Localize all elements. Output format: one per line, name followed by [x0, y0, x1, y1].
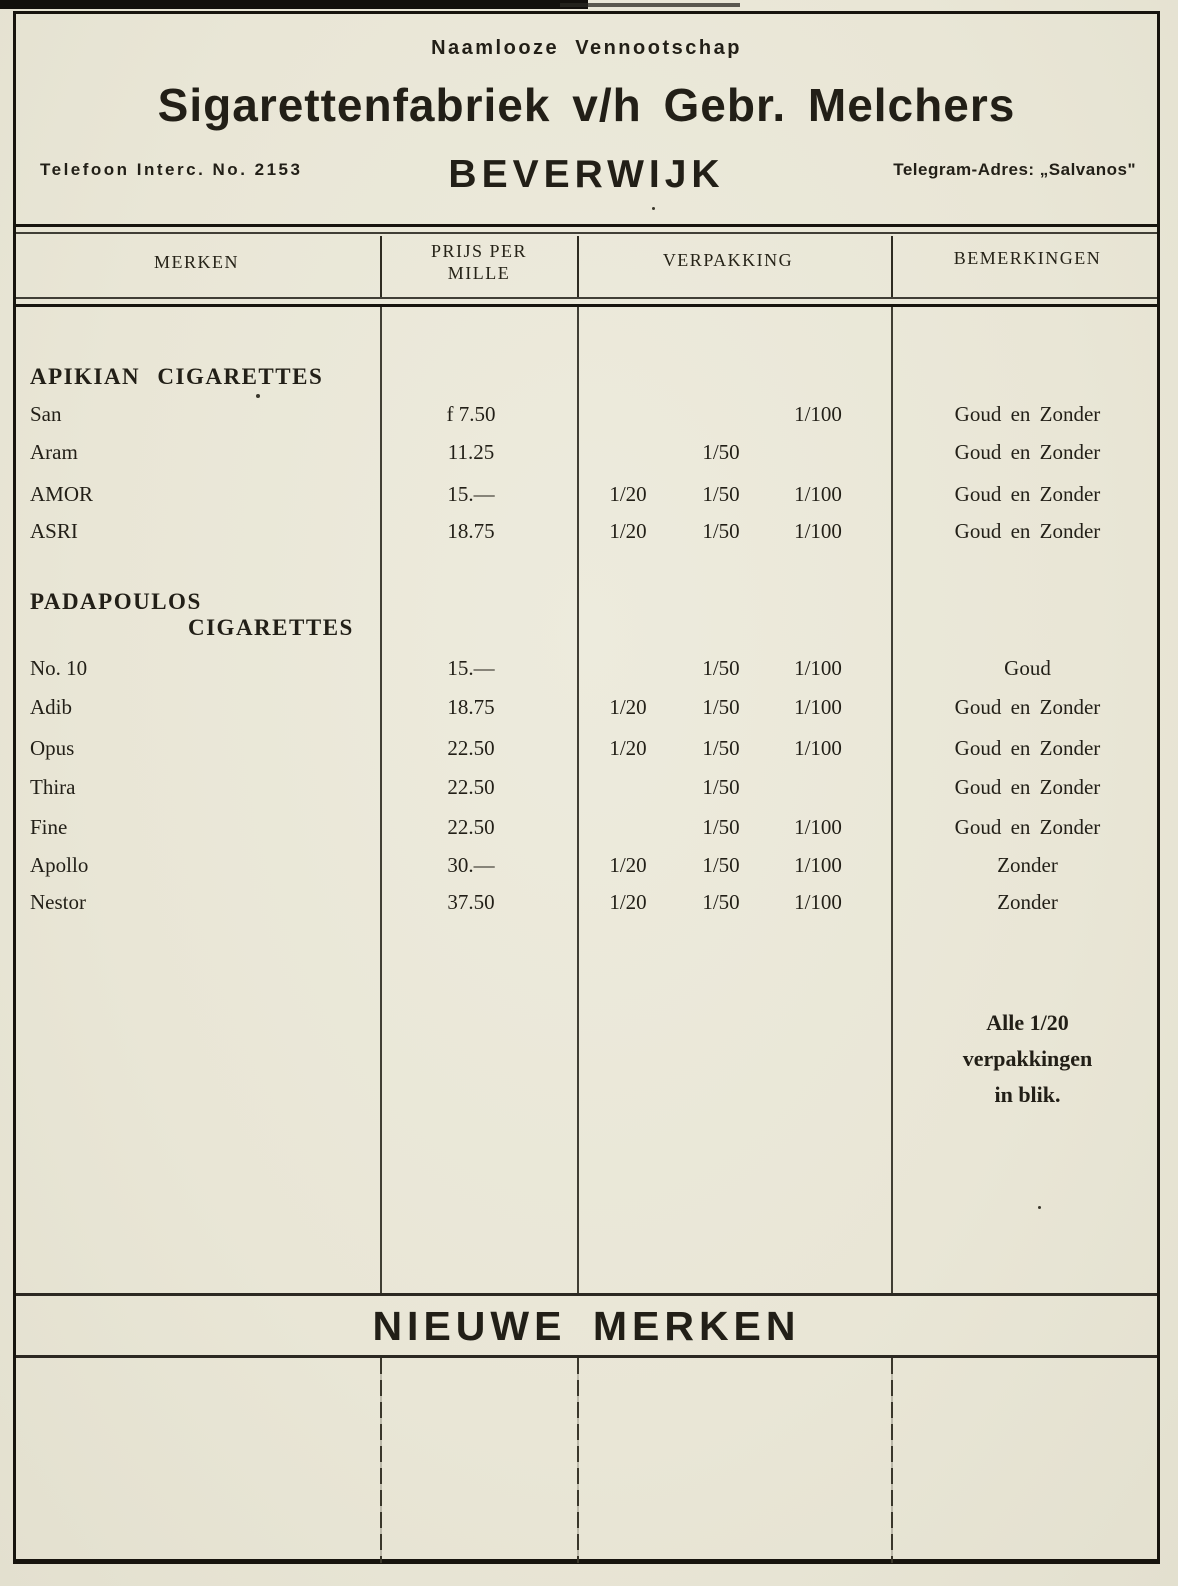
pack-1-100: 1/100 [794, 656, 842, 680]
company-name: Sigarettenfabriek v/h Gebr. Melchers [157, 79, 1016, 131]
table-row [13, 474, 1163, 514]
new-brands-banner: NIEUWE MERKEN [372, 1303, 801, 1349]
pack-1-50: 1/50 [702, 853, 740, 877]
brand-name: AMOR [30, 482, 94, 506]
remark-text: Goud en Zonder [954, 440, 1101, 464]
price-value: 18.75 [447, 695, 495, 719]
section-heading-padapoulos-line2 [13, 611, 1163, 645]
column-header-prijs-line2: MILLE [447, 263, 511, 283]
remark-text: Goud en Zonder [954, 736, 1101, 760]
remark-text: Goud en Zonder [954, 695, 1101, 719]
price-value: 15.— [447, 656, 495, 680]
price-value: 15.— [447, 482, 495, 506]
pack-1-100: 1/100 [794, 519, 842, 543]
column-header-prijs [381, 240, 577, 284]
table-row [13, 728, 1163, 768]
telegram-address: Telegram-Adres: „Salvanos" [893, 160, 1136, 179]
banner-rule-bottom [13, 1355, 1160, 1358]
pack-1-50: 1/50 [702, 815, 740, 839]
table-row [13, 807, 1163, 847]
pack-1-100: 1/100 [794, 695, 842, 719]
brand-name: Thira [30, 775, 76, 799]
pack-1-50: 1/50 [702, 656, 740, 680]
price-value: 22.50 [447, 736, 495, 760]
section-title-continued: CIGARETTES [188, 615, 354, 640]
pack-1-100: 1/100 [794, 853, 842, 877]
pack-1-50: 1/50 [702, 695, 740, 719]
packaging-note [892, 1005, 1163, 1113]
price-value: 22.50 [447, 775, 495, 799]
double-rule-subheader-thin [13, 297, 1160, 299]
phone-line: Telefoon Interc. No. 2153 [40, 160, 303, 179]
brand-name: Opus [30, 736, 75, 760]
remark-text: Goud en Zonder [954, 519, 1101, 543]
table-row [13, 687, 1163, 727]
pack-1-100: 1/100 [794, 402, 842, 426]
brand-name: Adib [30, 695, 72, 719]
pack-1-50: 1/50 [702, 519, 740, 543]
brand-name: Aram [30, 440, 78, 464]
pack-1-50: 1/50 [702, 775, 740, 799]
price-value: 22.50 [447, 815, 495, 839]
pack-1-20: 1/20 [609, 519, 647, 543]
scan-artifact-bar [0, 0, 588, 9]
remark-text: Goud en Zonder [954, 775, 1101, 799]
table-row [13, 648, 1163, 688]
footer-column-divider [577, 1358, 579, 1563]
brand-name: Fine [30, 815, 68, 839]
table-row [13, 394, 1163, 434]
price-value: 11.25 [447, 440, 495, 464]
footer-column-divider [380, 1358, 382, 1563]
table-row [13, 511, 1163, 551]
column-header-bemerkingen: BEMERKINGEN [953, 248, 1102, 268]
remark-text: Goud en Zonder [954, 815, 1101, 839]
price-value: 30.— [447, 853, 495, 877]
remark-text: Goud en Zonder [954, 482, 1101, 506]
banner-rule-top [13, 1293, 1160, 1296]
remark-text: Zonder [997, 890, 1058, 914]
footer-column-divider [891, 1358, 893, 1563]
header-column-divider [380, 236, 382, 297]
pack-1-50: 1/50 [702, 890, 740, 914]
column-header-merken: MERKEN [154, 252, 239, 272]
city-name: BEVERWIJK [448, 153, 725, 196]
pack-1-20: 1/20 [609, 853, 647, 877]
pack-1-20: 1/20 [609, 695, 647, 719]
remark-text: Zonder [997, 853, 1058, 877]
column-header-verpakking: VERPAKKING [662, 250, 794, 270]
pack-1-20: 1/20 [609, 890, 647, 914]
header-column-divider [891, 236, 893, 297]
brand-name: San [30, 402, 62, 426]
brand-name: ASRI [30, 519, 78, 543]
packaging-note-line2: verpakkingen [962, 1046, 1093, 1071]
pack-1-100: 1/100 [794, 890, 842, 914]
table-row [13, 845, 1163, 885]
price-value: f 7.50 [446, 402, 496, 426]
price-value: 37.50 [447, 890, 495, 914]
section-heading-apikian [13, 360, 1163, 394]
pack-1-100: 1/100 [794, 482, 842, 506]
section-title: APIKIAN CIGARETTES [30, 364, 324, 389]
remark-text: Goud [1004, 656, 1051, 680]
column-header-prijs-line1: PRIJS PER [430, 241, 528, 261]
header-column-divider [577, 236, 579, 297]
pack-1-50: 1/50 [702, 482, 740, 506]
table-row [13, 882, 1163, 922]
brand-name: Apollo [30, 853, 89, 877]
pack-1-50: 1/50 [702, 440, 740, 464]
table-row [13, 767, 1163, 807]
double-rule-top-thick [13, 224, 1160, 227]
packaging-note-line3: in blik. [994, 1082, 1061, 1107]
double-rule-top-thin [13, 232, 1160, 234]
pack-1-100: 1/100 [794, 736, 842, 760]
pack-1-20: 1/20 [609, 736, 647, 760]
table-row [13, 432, 1163, 472]
pack-1-50: 1/50 [702, 736, 740, 760]
company-type: Naamlooze Vennootschap [431, 37, 742, 59]
brand-name: No. 10 [30, 656, 88, 680]
packaging-note-line1: Alle 1/20 [986, 1010, 1069, 1035]
scan-artifact-bar-thin [560, 3, 740, 7]
section-title: PADAPOULOS [30, 589, 202, 614]
double-rule-subheader-thick [13, 304, 1160, 307]
price-value: 18.75 [447, 519, 495, 543]
pack-1-100: 1/100 [794, 815, 842, 839]
remark-text: Goud en Zonder [954, 402, 1101, 426]
brand-name: Nestor [30, 890, 86, 914]
pack-1-20: 1/20 [609, 482, 647, 506]
